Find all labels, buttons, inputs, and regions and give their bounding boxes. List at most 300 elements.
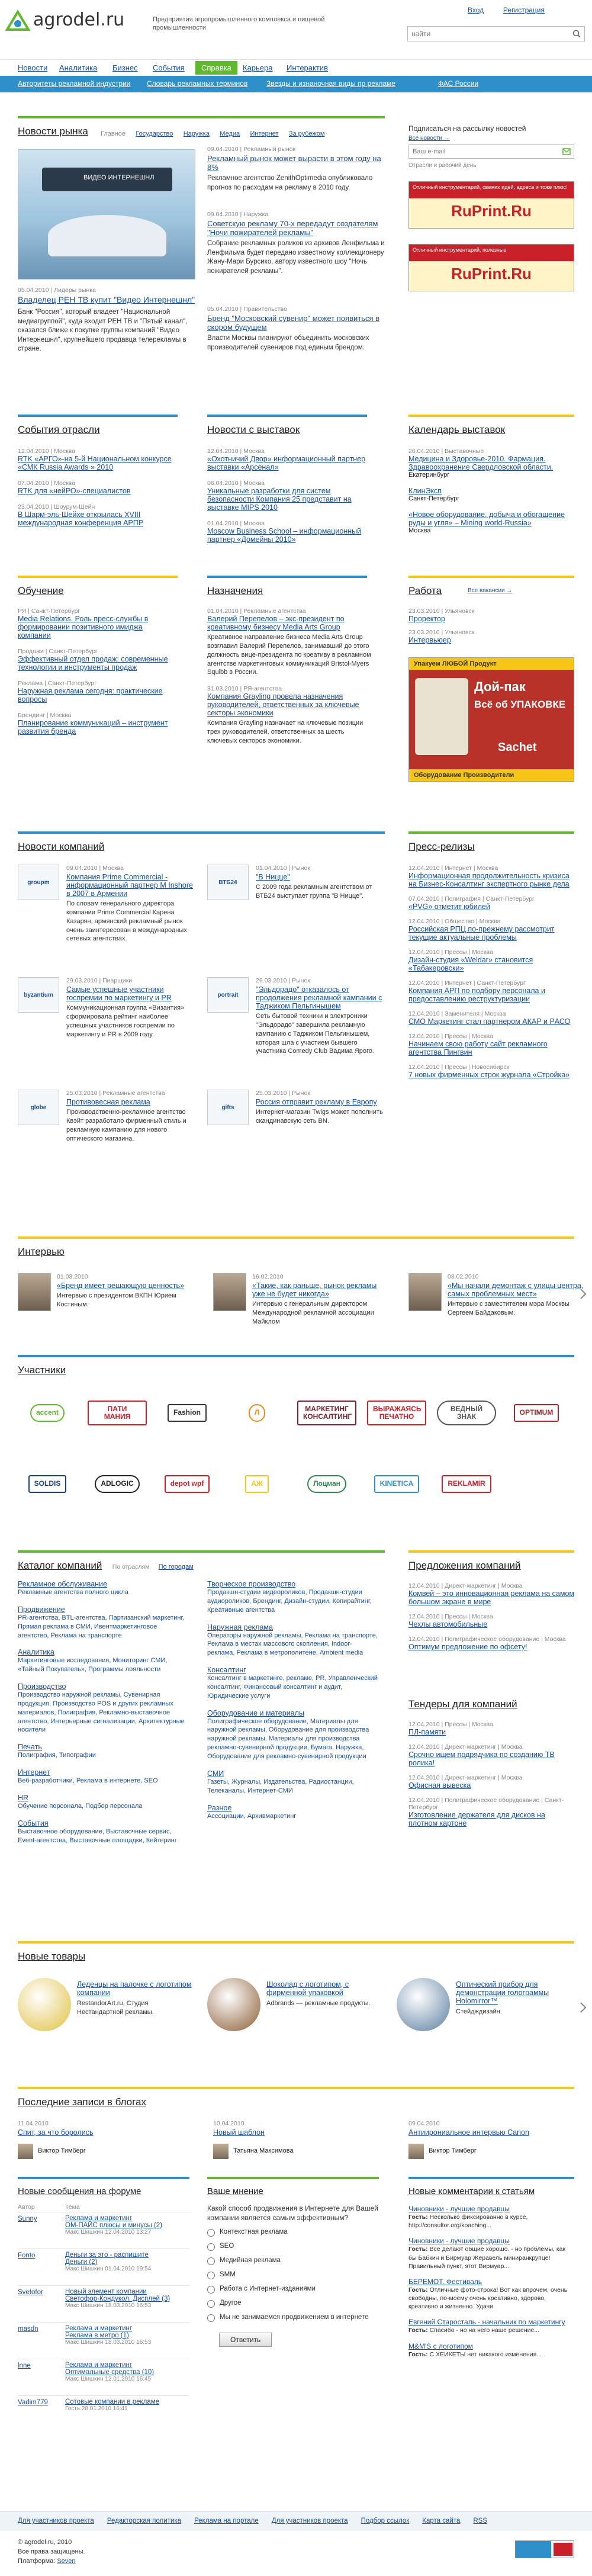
industry-news <box>18 424 178 527</box>
catalog-category-title[interactable]: Разное <box>207 1803 232 1812</box>
participant-logo[interactable] <box>18 1389 77 1437</box>
all-news-link[interactable]: Все новости → <box>408 135 450 142</box>
participant-logo-label: accent <box>30 1404 65 1421</box>
forum-thread-topic[interactable]: ОМ-ПАЙС плюсы и минусы (2) <box>65 2222 163 2229</box>
product-body <box>266 1980 385 2008</box>
offers: Предложения компаний 12.04.2010 | Директ-маркетинг | Москва Комвей – это инновационная реклама на самом большом экране в мире 12.04.2010 | Прессы | Москва Чехлы автомобильные 12.04.2010 | Полиграфическое оборудование | Москва Оптимум предложение по офсету! <box>408 1560 575 1651</box>
comment-article-link[interactable]: Чиновники - лучшие продавцы <box>408 2205 510 2213</box>
forum-topic <box>65 2288 189 2309</box>
industry-rule <box>18 415 178 417</box>
participant-logo-label: ADLOGIC <box>95 1475 139 1492</box>
catalog-category-title[interactable]: События <box>18 1819 49 1827</box>
nav-business[interactable]: Бизнес <box>112 63 138 72</box>
poll-option-label: SMM <box>220 2271 236 2279</box>
interview-title[interactable]: «Такие, как раньше, рынок рекламы уже не будет никогда» <box>252 1281 377 1298</box>
forum-rule <box>18 2177 189 2179</box>
tab-main[interactable]: Главное <box>101 130 126 137</box>
nav-career[interactable]: Карьера <box>243 63 273 72</box>
nav-fas[interactable]: ФАС России <box>438 79 479 88</box>
blog-item <box>408 2120 586 2161</box>
forum-topic <box>65 2362 189 2382</box>
forum-author[interactable]: Sunny <box>18 2215 37 2222</box>
poll-option[interactable] <box>207 2285 379 2294</box>
catalog-category <box>207 1666 379 1701</box>
blog-item <box>18 2120 195 2161</box>
list-item: 12.04.2010 | Полиграфическое оборудование | Санкт-Петербург Изготовление держателя для дисков на плотном картоне <box>408 1797 564 1827</box>
footer-link[interactable]: Для участников проекта <box>18 2517 94 2524</box>
company-news-body <box>256 865 385 901</box>
footer-link[interactable]: Подбор ссылок <box>361 2517 410 2524</box>
participant-logo-label: Л <box>249 1404 265 1421</box>
comment-item <box>408 2205 574 2230</box>
footer-bar <box>0 2511 592 2531</box>
catalog-subcategories[interactable]: Маркетинговые исследования, Мониторинг СМИ, «Тайный Покупатель», Программы лояльности <box>18 1657 168 1674</box>
avatar[interactable] <box>213 2144 229 2159</box>
participant-logo[interactable] <box>367 1460 426 1508</box>
jobs-title[interactable]: Работа <box>408 585 442 596</box>
forum: Новые сообщения на форуме Автор Тема Sunny Реклама и маркетинг ОМ-ПАЙС плюсы и минусы (2) Макс Шишкин 12.04.2010 13:27 Fonto Деньги за это - распишите Деньги (2) Макс Шишкин 01.04.2010 19:54 Svetofor Новый элемент компании Светофор-Кондукол, Дисплей (3) Макс Шишкин 18.03.2010 16:53 masdn Реклама и маркетинг Реклама в метро (1) Макс Шишкин 18.03.2010 16:53 lnne Реклама и маркетинг Оптимальные средства (10) Макс Шишкин 12.01.2010 16:45 Vadim779 Сотовые компании в рекламе Гость 28.01.2010 16:41 <box>18 2186 189 2432</box>
list-item: «Новое оборудование, добыча и обогащение руды и угля» – Mining world-Russia» Москва <box>408 510 565 534</box>
forum-thread-title[interactable]: Новый элемент компании <box>65 2288 147 2295</box>
participant-logo-label: АЖ <box>245 1475 269 1492</box>
catalog-category-title[interactable]: Консалтинг <box>207 1666 246 1675</box>
participant-logo[interactable] <box>437 1460 496 1508</box>
company-news-body <box>66 865 195 943</box>
company-news-title[interactable]: "В Ницце" <box>256 873 290 881</box>
product-image[interactable] <box>18 1978 71 2031</box>
product-item <box>207 1978 385 2049</box>
footer-link[interactable]: Реклама на портале <box>194 2517 259 2524</box>
counter-badge[interactable] <box>515 2540 574 2558</box>
poll-radio[interactable] <box>207 2286 215 2294</box>
tab-media[interactable]: Медиа <box>220 130 240 137</box>
top-links <box>468 6 545 14</box>
market-news-list <box>207 146 385 352</box>
footer-link[interactable]: Редакторская политика <box>107 2517 182 2524</box>
forum-row <box>18 2395 189 2432</box>
catalog-subcategories[interactable]: Рекламные агентства полного цикла <box>18 1589 128 1596</box>
interview-body <box>448 1273 584 1318</box>
jobs <box>408 585 574 644</box>
nav-stars[interactable]: Звезды и изнаночная виды пр рекламе <box>266 79 395 88</box>
tab-abroad[interactable]: За рубежом <box>288 130 325 137</box>
forum-thread-title[interactable]: Сотовые компании в рекламе <box>65 2398 160 2405</box>
newsletter-email-input[interactable] <box>409 145 557 158</box>
products-rule <box>18 1941 574 1944</box>
press-list <box>408 865 574 1086</box>
participant-logo-label: Fashion <box>168 1404 207 1421</box>
company-logo[interactable] <box>18 1090 59 1125</box>
forum-thread-topic[interactable]: Светофор-Кондукол, Дисплей (3) <box>65 2295 170 2302</box>
appointments <box>207 585 373 746</box>
chevron-right-icon[interactable] <box>579 2002 587 2013</box>
company-logo-label: globe <box>30 1104 47 1111</box>
company-logo[interactable] <box>18 865 59 900</box>
comment-article-link[interactable]: M&M'S с логотипом <box>408 2341 473 2350</box>
chevron-right-icon[interactable] <box>579 1288 587 1300</box>
participant-logo-label: REKLAMIR <box>442 1475 491 1492</box>
exhibition-news <box>207 424 367 544</box>
catalog-subcategories[interactable]: Продакшн-студии видеороликов, Продакшн-студии аудиороликов, Брендинг, Дизайн-студии, Копирайтинг, Креативные агентства <box>207 1589 372 1614</box>
participant-logo[interactable] <box>227 1389 287 1437</box>
list-item: 12.04.2010 | Прессы | Москва Дизайн-студия «Weldar» становится «Табакеровски» <box>408 949 533 972</box>
company-news-item <box>18 865 195 971</box>
forum-author[interactable]: masdn <box>18 2326 38 2333</box>
search-icon[interactable] <box>572 30 581 38</box>
footer-link[interactable]: Карта сайта <box>422 2517 461 2524</box>
rights: Все права защищены. <box>18 2548 85 2555</box>
poll-radio[interactable] <box>207 2314 215 2322</box>
catalog-subcategories[interactable]: PR-агентства, BTL-агентства, Партизанский маркетинг, Прямая реклама в СМИ, Ивентмаркетинговое агентство, Реклама на транспорте <box>18 1614 185 1639</box>
blog-author: Татьяна Максимова <box>233 2147 294 2154</box>
blog-author: Виктор Тимберг <box>429 2147 477 2154</box>
poll-option[interactable] <box>207 2314 379 2322</box>
blog-date: 09.04.2010 <box>408 2120 440 2127</box>
interview-header: Интервью <box>18 1246 65 1257</box>
comment-author: Гость: <box>408 2327 428 2334</box>
forum-author[interactable]: Svetofor <box>18 2289 43 2296</box>
nav-interactive[interactable]: Интерактив <box>287 63 328 72</box>
poll-option-label: Контекстная реклама <box>220 2228 288 2236</box>
company-news-rule <box>18 831 385 834</box>
list-item: 12.04.2010 | Прессы | Новосибирск 7 новых фирменных строк журнала «Стройка» <box>408 1064 570 1079</box>
platform-link[interactable]: Seven <box>57 2557 76 2565</box>
product-image[interactable] <box>207 1978 260 2031</box>
catalog-category-title[interactable]: Наружная реклама <box>207 1623 273 1631</box>
company-news-title[interactable]: Компания Prime Commercial - информационный партнер M Inshore в 2007 в Армении <box>66 873 193 898</box>
interview-title[interactable]: «Мы начали демонтаж с улицы центра, самых проблемных мест» <box>448 1281 584 1298</box>
catalog-tab-cities[interactable]: По городам <box>158 1563 194 1570</box>
catalog-category-title[interactable]: Рекламное обслуживание <box>18 1580 108 1588</box>
interview-item <box>213 1273 391 1332</box>
comment-author: Гость: <box>408 2246 428 2253</box>
products-list <box>18 1978 574 2049</box>
forum-author[interactable]: Fonto <box>18 2252 36 2259</box>
catalog-category-title[interactable]: HR <box>18 1793 29 1802</box>
search-input[interactable] <box>408 27 568 41</box>
nav-analytics[interactable]: Аналитика <box>59 63 98 72</box>
catalog-subcategories[interactable]: Производство наружной рекламы, Сувенирная продукция, Производство POS и других рекламных материалов, Полиграфия, Рекламно-выставочное агентство, Интерьерные сигнализации, Архитектурные носители <box>18 1691 185 1734</box>
nav-reference[interactable]: Справка <box>195 61 237 75</box>
forum-col-topic: Тема <box>65 2204 80 2211</box>
forum-thread-topic[interactable]: Реклама в метро (1) <box>65 2332 129 2339</box>
comment-author: Гость: <box>408 2350 428 2358</box>
company-logo-label: groupm <box>27 879 50 886</box>
poll-radio[interactable] <box>207 2229 215 2237</box>
catalog-category-title[interactable]: СМИ <box>207 1769 224 1778</box>
forum-meta: Макс Шишкин 18.03.2010 16:53 <box>65 2339 152 2346</box>
catalog-category-title[interactable]: Интернет <box>18 1768 50 1777</box>
participant-logo[interactable] <box>297 1460 356 1508</box>
comment-author: Гость: <box>408 2214 428 2221</box>
market-news-item: 05.04.2010 | Правительство Бренд "Московский сувенир" может появиться в скором будущем Власти Москвы планируют объединить московских производителей сувениров под единым брендом. <box>207 306 380 351</box>
product-image[interactable] <box>397 1978 450 2031</box>
forum-meta: Макс Шишкин 12.01.2010 16:45 <box>65 2376 152 2382</box>
company-logo[interactable] <box>207 977 249 1013</box>
participant-logo[interactable] <box>297 1389 356 1437</box>
poll-submit-button[interactable]: Ответить <box>219 2333 272 2347</box>
packaging-ad[interactable]: Упакуем ЛЮБОЙ Продукт Дой-пак Всё об УПАКОВКЕ Sachet Оборудование Производители <box>408 657 574 782</box>
company-logo[interactable] <box>207 1090 249 1125</box>
comment-item <box>408 2318 574 2334</box>
comment-item <box>408 2342 574 2359</box>
poll-option-label: Другое <box>220 2299 242 2307</box>
list-item: 12.04.2010 | Директ-маркетинг | Москва Офисная вывеска <box>408 1774 523 1790</box>
company-news-header: Новости компаний <box>18 841 105 852</box>
forum-thread-title[interactable]: Деньги за это - распишите <box>65 2251 149 2259</box>
company-news-body <box>66 977 195 1039</box>
company-logo[interactable] <box>207 865 249 900</box>
forum-thread-title[interactable]: Реклама и маркетинг <box>65 2215 133 2222</box>
nav-authorities[interactable]: Авторитеты рекламной индустрии <box>18 79 131 88</box>
nav-dictionary[interactable]: Словарь рекламных терминов <box>147 79 248 88</box>
forum-row <box>18 2359 189 2395</box>
company-logo-label: ВТБ24 <box>218 879 237 886</box>
forum-thread-title[interactable]: Реклама и маркетинг <box>65 2362 133 2369</box>
interview-text: Интервью с заместителем мэра Москвы Сергеем Байдаковым. <box>448 1300 570 1316</box>
comments: Новые комментарии к статьям Чиновники - лучшие продавцы Гость: Несколько фиксированно в курсе, http://consultor.org/koaching... Чиновники - лучшие продавцы Гость: Все делают общие хорошо. - но проблемы, как бы Бабкин и Бирмуар Жеравель миниранкрупце! Правильный пункт, этот Вирмуар... БЕРЕМОТ. Фестиваль Гость: Отличные фото-строка! Вот как впрочем, очень свободны, по-моему очень креативно, здорово, креативно и жизненно. Удачи Евгений Старосталь - начальник по маркетингу Гость: Спасибо - но на него наше решение... M&M'S с логотипом Гость: С ХЕИКЕТЫ нет никакого изменения... <box>408 2186 574 2366</box>
login-link[interactable]: Вход <box>468 6 484 14</box>
company-news-title[interactable]: Россия отправит рекламу в Европу <box>256 1098 377 1106</box>
market-news-item: 09.04.2010 | Рекламный рынок Рекламный рынок может вырасти в этом году на 8% Рекламное агентство ZenithOptimedia опубликовало прогноз по расходам на рекламу в 2010 году. <box>207 146 381 191</box>
site-logo[interactable] <box>5 6 147 34</box>
newsletter-hint: Отрасли и рабочий день <box>408 162 477 169</box>
catalog-category <box>18 1682 189 1735</box>
all-jobs-link[interactable]: Все вакансии → <box>468 587 513 594</box>
product-title[interactable]: Леденцы на палочке с логотипом компании <box>77 1980 192 1997</box>
catalog-subcategories[interactable]: Выставочное оборудование, Выставочные сервис, Event-агентства, Выставочные площадки, Кейтеринг <box>18 1827 177 1844</box>
comments-rule <box>408 2177 574 2179</box>
press-rule <box>408 831 574 834</box>
footer-link[interactable]: Для участников проекта <box>271 2517 348 2524</box>
product-item <box>18 1978 195 2049</box>
forum-thread-topic[interactable]: Оптимальные средства (10) <box>65 2369 155 2376</box>
poll-option[interactable] <box>207 2228 379 2237</box>
catalog-right <box>207 1580 379 1829</box>
company-news-body <box>256 1090 385 1126</box>
lead-news-title[interactable]: Владелец РЕН ТВ купит "Видео Интернешнл" <box>18 295 195 304</box>
catalog-category <box>207 1580 379 1615</box>
interview-text: Интервью с генеральным директором Международной рекламной ассоциации Майклом <box>252 1300 374 1325</box>
comment-author: Гость: <box>408 2286 428 2294</box>
participant-logo[interactable] <box>367 1389 426 1437</box>
catalog-subcategories[interactable]: Консалтинг в маркетинге, рекламе, PR, Управленческий консалтинг, Финансовый консалтинг и аудит, Юридические услуги <box>207 1675 378 1700</box>
forum-topic <box>65 2325 189 2346</box>
mail-icon[interactable] <box>562 148 571 155</box>
tab-state[interactable]: Государство <box>136 130 173 137</box>
list-item: Продажи | Санкт-Петербург Эффективный отдел продаж: современные технологии и инструменты продаж <box>18 648 168 672</box>
product-text: Стейдждизайн. <box>456 2008 502 2015</box>
forum-col-author: Автор <box>18 2204 35 2211</box>
comment-body: Спасибо - но на него наше решение... <box>429 2327 540 2334</box>
appointments-title[interactable]: Назначения <box>207 585 263 596</box>
comment-article-link[interactable]: Чиновники - лучшие продавцы <box>408 2237 510 2246</box>
avatar[interactable] <box>408 2144 424 2159</box>
comment-text <box>408 2350 574 2359</box>
comment-text <box>408 2245 574 2270</box>
participant-logo[interactable] <box>157 1389 217 1437</box>
catalog-category <box>18 1794 189 1811</box>
jobs-rule <box>408 576 574 578</box>
poll-radio[interactable] <box>207 2300 215 2308</box>
list-item: 26.04.2010 | Выставочные Медицина и Здоровье-2010. Фармация. Здравоохранение Свердловской области. Екатеринбург <box>408 448 554 478</box>
poll: Ваше мнение Какой способ продвижения в Интернете для Вашей компании является самым эффективным? Контекстная реклама SEO Медийная реклама SMM Работа с Интернет-изданиями Другое Мы не занимаемся продвижением в интернете Ответить <box>207 2186 379 2347</box>
ruprint-ad-1[interactable]: Отличный инструментарий, свежих идей, адреса и тоже плюс! RuPrint.Ru <box>408 181 574 229</box>
education-title[interactable]: Обучение <box>18 585 64 596</box>
product-title[interactable]: Шоколад с логотипом, с фирменной упаковкой <box>266 1980 349 1997</box>
blog-title[interactable]: Антиирониальное интервью Canon <box>408 2128 529 2137</box>
industry-news-title[interactable]: События отрасли <box>18 424 100 435</box>
poll-option[interactable] <box>207 2243 379 2251</box>
education-rule <box>18 576 178 578</box>
catalog-category-title[interactable]: Оборудование и материалы <box>207 1708 304 1717</box>
poll-option[interactable] <box>207 2257 379 2265</box>
list-item: 12.04.2010 | Москва «Охотничий Двор» информационный партнер выставки «Арсенал» <box>207 448 366 471</box>
catalog-subcategories[interactable]: Полиграфическое оборудование, Материалы для наружной рекламы, Оборудование для производства наружной рекламы, Материалы для производства рекламно-сувенирной продукции, Бумага, Наружка, Оборудование для рекламно-сувенирной продукции <box>207 1717 369 1760</box>
catalog-tab-industries[interactable]: По отраслям <box>112 1563 150 1570</box>
catalog-subcategories[interactable]: Ассоциации, Архивмаркетинг <box>207 1812 297 1820</box>
forum-thread-title[interactable]: Реклама и маркетинг <box>65 2325 133 2332</box>
list-item: Брендинг | Москва Планирование коммуникаций – инструмент развития бренда <box>18 712 168 735</box>
blog-title[interactable]: Спит, за что боролись <box>18 2128 94 2137</box>
exhibition-news-title[interactable]: Новости с выставок <box>207 424 300 435</box>
catalog-category-title[interactable]: Производство <box>18 1682 66 1691</box>
lead-news-image[interactable] <box>18 149 195 280</box>
poll-radio[interactable] <box>207 2243 215 2251</box>
tab-outdoor[interactable]: Наружка <box>183 130 210 137</box>
exhibition-rule <box>207 415 367 417</box>
catalog-category-title[interactable]: Аналитика <box>18 1648 54 1657</box>
forum-author[interactable]: lnne <box>18 2362 31 2369</box>
avatar[interactable] <box>18 2144 33 2159</box>
poll-option-label: Медийная реклама <box>220 2257 281 2265</box>
interview-date: 16.02.2010 <box>252 1273 284 1280</box>
participant-logo[interactable] <box>157 1460 217 1508</box>
catalog-category-title[interactable]: Творческое производство <box>207 1580 296 1588</box>
participant-logo[interactable] <box>88 1389 147 1437</box>
list-item: 12.04.2010 | Заменителя | Москва СМО Маркетинг стал партнером АКАР и PАСО <box>408 1010 571 1026</box>
company-news-title[interactable]: Противовесная реклама <box>66 1098 150 1106</box>
participant-logo[interactable] <box>88 1460 147 1508</box>
list-item: 23.03.2010 | Ульяновск Интервьюер <box>408 629 475 644</box>
poll-radio[interactable] <box>207 2257 215 2265</box>
comment-text <box>408 2326 574 2334</box>
list-item: 12.04.2010 | Прессы | Москва Чехлы автомобильные <box>408 1613 493 1629</box>
avatar[interactable] <box>213 1273 246 1311</box>
comment-text <box>408 2286 574 2311</box>
calendar-title[interactable]: Календарь выставок <box>408 424 506 435</box>
company-news-meta: 29.03.2010 | Пиарщики <box>66 977 133 984</box>
comment-article-link[interactable]: БЕРЕМОТ. Фестиваль <box>408 2277 482 2286</box>
product-text: Adbrands — рекламные продукты. <box>266 2000 371 2007</box>
avatar[interactable] <box>408 1273 442 1311</box>
nav-events[interactable]: События <box>153 63 185 72</box>
nav-news[interactable]: Новости <box>18 63 48 72</box>
primary-nav <box>0 59 592 76</box>
exhibition-calendar <box>408 424 574 534</box>
participants-rule <box>18 1355 574 1357</box>
list-item: РЯ | Санкт-Петербург Media Relations. Роль пресс-службы в формировании позитивного имиджа компании <box>18 608 149 640</box>
company-news-text: По словам генерального директора компании Prime Commercial Карена Казарян, армянский рекламный рынок очень заинтересован в международных сетевых агентствах. <box>66 900 187 943</box>
forum-row <box>18 2285 189 2322</box>
tab-internet[interactable]: Интернет <box>250 130 279 137</box>
catalog-subcategories[interactable]: Веб-разработчики, Реклама в интернете, SEO <box>18 1777 158 1785</box>
participant-logo-label: ВЫРАЖАЯСЬ ПЕЧАТНО <box>367 1401 426 1425</box>
company-news-title[interactable]: Самые успешные участники госпремии по маркетингу и PR <box>66 985 172 1002</box>
interview-date: 01.03.2010 <box>57 1273 88 1280</box>
participant-logo[interactable] <box>507 1389 566 1437</box>
product-title[interactable]: Оптический прибор для демонстрации голограммы Holomirror™ <box>456 1980 549 2005</box>
catalog-category <box>18 1648 189 1674</box>
comment-item <box>408 2278 574 2311</box>
forum-meta: Макс Шишкин 18.03.2010 16:53 <box>65 2302 152 2309</box>
participant-logo[interactable] <box>437 1389 496 1437</box>
poll-option[interactable] <box>207 2299 379 2308</box>
ruprint-ad-2[interactable]: Отличный инструментарий, полезные RuPrint.Ru <box>408 244 574 291</box>
market-news-title[interactable]: Новости рынка <box>18 126 88 137</box>
interview-title[interactable]: «Бренд имеет решающую ценность» <box>57 1281 184 1290</box>
poll-option[interactable] <box>207 2271 379 2279</box>
calendar-rule <box>408 415 574 417</box>
comment-article-link[interactable]: Евгений Старосталь - начальник по маркетингу <box>408 2318 565 2327</box>
footer-link[interactable]: RSS <box>473 2517 488 2524</box>
poll-radio[interactable] <box>207 2272 215 2279</box>
catalog-subcategories[interactable]: Полиграфия, Типографии <box>18 1752 96 1759</box>
poll-question: Какой способ продвижения в Интернете для Вашей компании является самым эффективным? <box>207 2204 378 2222</box>
catalog-category-title[interactable]: Печать <box>18 1743 42 1752</box>
company-news-grid <box>18 865 385 1208</box>
avatar[interactable] <box>18 1273 51 1311</box>
company-news-meta: 09.04.2010 | Москва <box>66 865 124 872</box>
catalog-subcategories[interactable]: Операторы наружной рекламы, Реклама на транспорте, Реклама в местах массового скопления, Indoor-реклама, Реклама в метрополитене, Ambient media <box>207 1631 378 1657</box>
company-logo-label: byzantium <box>24 991 53 998</box>
list-item: 12.04.2010 | Интернет | Санкт-Петербург Компания АРП по подбору персонала и предоставлению реструктуризации <box>408 979 545 1003</box>
company-news-title[interactable]: "Эльдорадо" отказалось от продолжения рекламной кампании с Таджиком Пельгинышем <box>256 985 382 1010</box>
participant-logo[interactable] <box>227 1460 287 1508</box>
site-slogan: Предприятия агропромышленного комплекса и пищевой промышленности <box>153 16 325 32</box>
participant-logo-label: ВЕДНЫЙ ЗНАК <box>437 1401 496 1425</box>
interview-body <box>252 1273 388 1326</box>
site-name: agrodel.ru <box>33 9 125 30</box>
forum-author[interactable]: Vadim779 <box>18 2399 48 2406</box>
catalog-category <box>207 1769 379 1796</box>
forum-row <box>18 2322 189 2359</box>
catalog-category <box>207 1623 379 1658</box>
blog-title[interactable]: Новый шаблон <box>213 2128 265 2137</box>
forum-thread-topic[interactable]: Деньги (2) <box>65 2259 98 2266</box>
company-news-text: Сеть бытовой техники и электроники "Эльдорадо" завершила рекламную кампанию с Таджиком Пельгинышем, которая шла с участием бывшего участника Comedy Club Вадима Ярого. <box>256 1013 374 1055</box>
copyright: © agrodel.ru, 2010 <box>18 2539 72 2546</box>
catalog-category <box>207 1709 379 1761</box>
participants-logos <box>18 1389 574 1531</box>
register-link[interactable]: Регистрация <box>503 6 545 14</box>
catalog-subcategories[interactable]: Обучение персонала, Подбор персонала <box>18 1802 143 1810</box>
pouch-image <box>415 678 468 755</box>
blog-author: Виктор Тимберг <box>38 2147 86 2154</box>
participant-logo[interactable] <box>18 1460 77 1508</box>
poll-option-label: SEO <box>220 2243 234 2250</box>
catalog-subcategories[interactable]: Газеты, Журналы, Издательства, Радиостанции, Телеканалы, Интернет-СМИ <box>207 1778 354 1794</box>
company-logo[interactable] <box>18 977 59 1013</box>
forum-topic <box>65 2251 189 2272</box>
footer-info: © agrodel.ru, 2010 Все права защищены. Платформа: Seven <box>18 2539 85 2565</box>
company-news-text: С 2009 года рекламным агентством от ВТБ24 выступает группа "В Ницце". <box>256 884 372 900</box>
catalog-category-title[interactable]: Продвижение <box>18 1605 65 1614</box>
lead-image-caption: ВИДЕО ИНТЕРНЕШНЛ <box>83 174 155 181</box>
list-item: 01.04.2010 | Москва Moscow Business School – информационный партнер «Домейны 2010» <box>207 520 362 544</box>
participant-logo-label: depot wpf <box>165 1475 210 1492</box>
search-box <box>407 26 585 41</box>
